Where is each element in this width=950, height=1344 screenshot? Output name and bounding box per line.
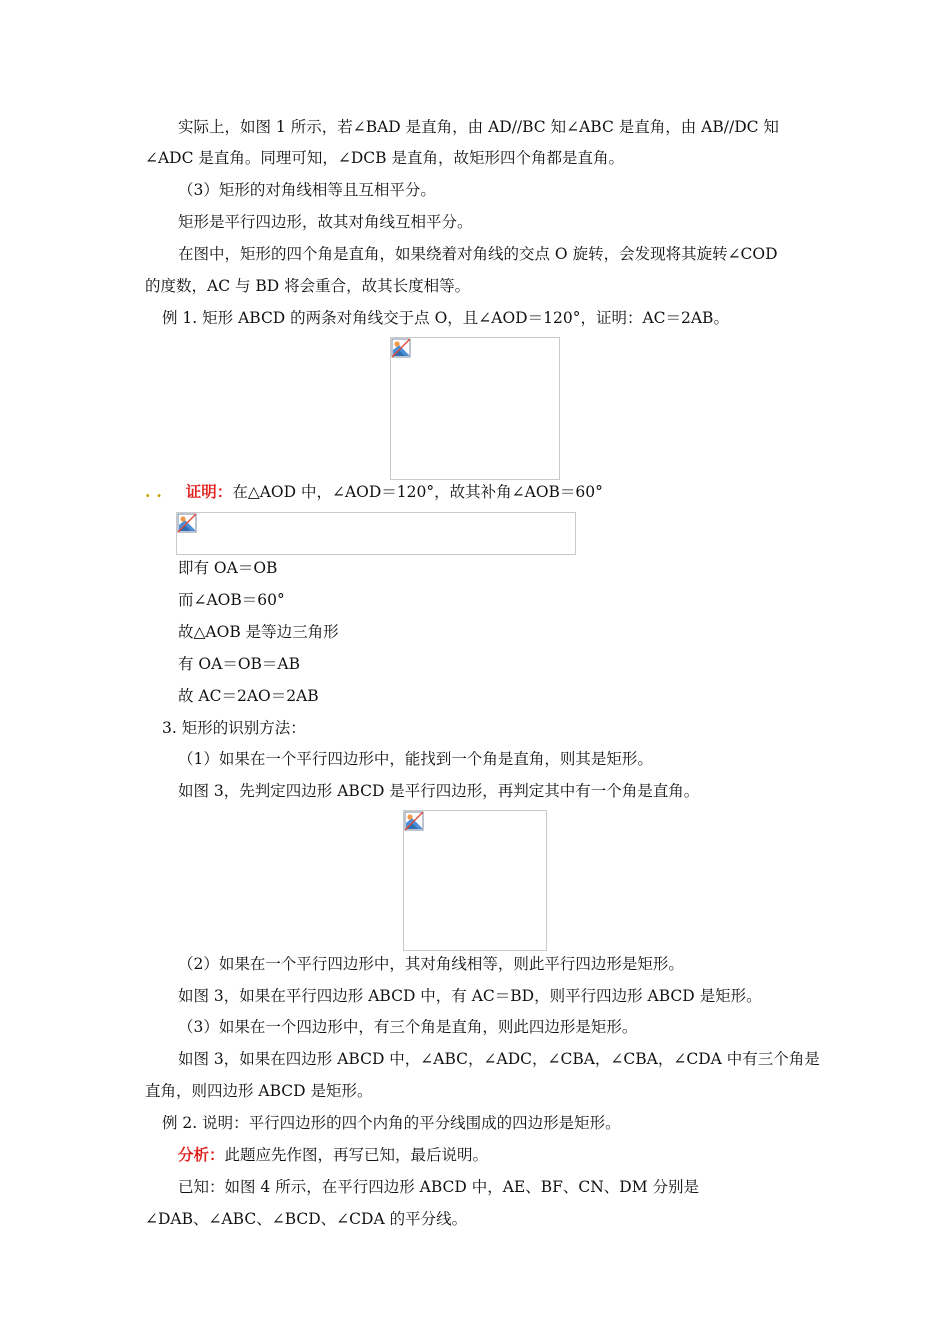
paragraph-line: 如图 3，如果在四边形 ABCD 中，∠ABC，∠ADC，∠CBA，∠CBA，∠CDA 中有三个角是	[178, 1050, 820, 1068]
proof-line	[145, 482, 603, 502]
broken-image-icon	[391, 338, 411, 358]
figure-image	[390, 337, 560, 480]
paragraph-line: 在图中，矩形的四个角是直角，如果绕着对角线的交点 O 旋转，会发现将其旋转∠COD	[178, 245, 778, 263]
proof-dots: ..	[145, 482, 168, 501]
paragraph-line: 如图 3，先判定四边形 ABCD 是平行四边形，再判定其中有一个角是直角。	[178, 782, 700, 800]
paragraph-line: 矩形是平行四边形，故其对角线互相平分。	[178, 213, 473, 231]
analysis-line	[178, 1145, 488, 1165]
analysis-text: 此题应先作图，再写已知，最后说明。	[224, 1146, 489, 1164]
analysis-label: 分析：	[178, 1145, 225, 1164]
proof-step: 而∠AOB＝60°	[178, 591, 285, 609]
broken-image-icon	[177, 513, 197, 533]
formula-image	[176, 512, 576, 555]
paragraph-line: ∠ADC 是直角。同理可知，∠DCB 是直角，故矩形四个角都是直角。	[145, 149, 624, 167]
paragraph-line: 实际上，如图 1 所示，若∠BAD 是直角，由 AD//BC 知∠ABC 是直角，由 AB//DC 知	[178, 118, 779, 136]
paragraph-line: ∠DAB、∠ABC、∠BCD、∠CDA 的平分线。	[145, 1210, 468, 1228]
paragraph-line: （3）矩形的对角线相等且互相平分。	[178, 181, 436, 199]
proof-step: 有 OA＝OB＝AB	[178, 655, 301, 673]
proof-step: 故 AC＝2AO＝2AB	[178, 687, 319, 705]
proof-text: 在△AOD 中，∠AOD＝120°，故其补角∠AOB＝60°	[232, 483, 603, 501]
paragraph-line: 直角，则四边形 ABCD 是矩形。	[145, 1082, 373, 1100]
example-1-statement: 例 1. 矩形 ABCD 的两条对角线交于点 O，且∠AOD＝120°，证明：AC＝2AB。	[162, 309, 729, 327]
paragraph-line: （1）如果在一个平行四边形中，能找到一个角是直角，则其是矩形。	[178, 750, 653, 768]
figure-image	[403, 810, 547, 951]
paragraph-line: 如图 3，如果在平行四边形 ABCD 中，有 AC＝BD，则平行四边形 ABCD 是矩形。	[178, 987, 762, 1005]
proof-step: 故△AOB 是等边三角形	[178, 623, 339, 641]
broken-image-icon	[404, 811, 424, 831]
proof-step: 即有 OA＝OB	[178, 559, 278, 577]
paragraph-line: 的度数，AC 与 BD 将会重合，故其长度相等。	[145, 277, 471, 295]
section-heading: 3. 矩形的识别方法：	[162, 719, 306, 737]
paragraph-line: （3）如果在一个四边形中，有三个角是直角，则此四边形是矩形。	[178, 1018, 638, 1036]
paragraph-line: 已知：如图 4 所示，在平行四边形 ABCD 中，AE、BF、CN、DM 分别是	[178, 1178, 700, 1196]
example-2-statement: 例 2. 说明：平行四边形的四个内角的平分线围成的四边形是矩形。	[162, 1114, 621, 1132]
paragraph-line: （2）如果在一个平行四边形中，其对角线相等，则此平行四边形是矩形。	[178, 955, 684, 973]
proof-label: 证明：	[185, 482, 233, 501]
